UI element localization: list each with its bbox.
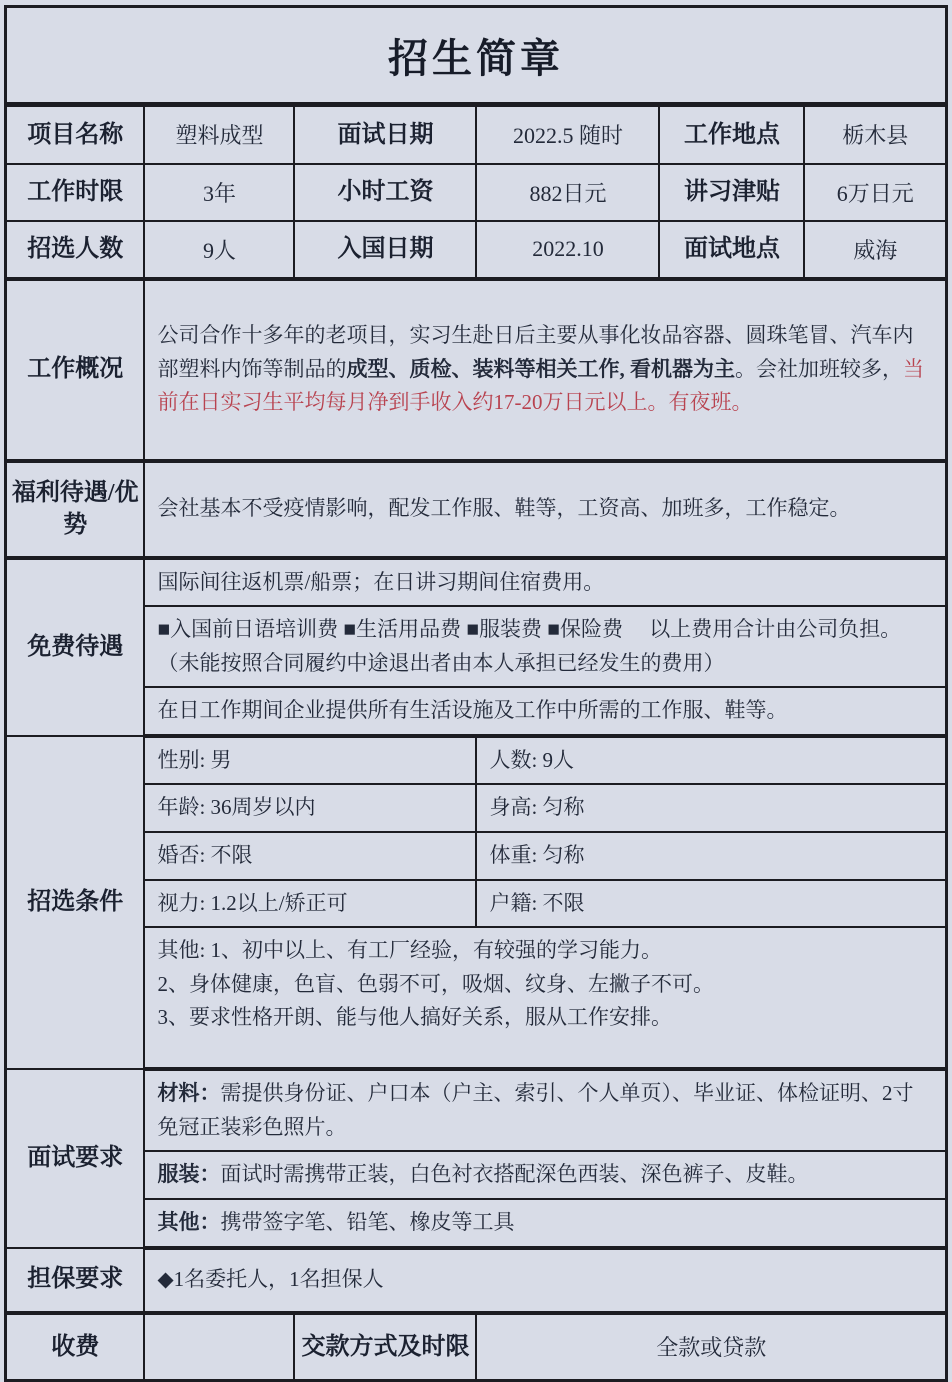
fees-empty-cell (144, 1313, 294, 1381)
interview-other-tag: 其他： (157, 1210, 221, 1235)
value-hourly-wage: 882日元 (476, 164, 659, 221)
selection-gender: 性别: 男 (144, 736, 476, 785)
work-overview-text (144, 279, 946, 461)
selection-other (144, 927, 946, 1069)
selection-other-line-2: 2、身体健康，色盲、色弱不可，吸烟、纹身、左撇子不可。 (157, 971, 714, 996)
value-interview-date: 2022.5 随时 (476, 105, 659, 164)
label-hourly-wage: 小时工资 (294, 164, 476, 221)
recruitment-notice-table (4, 5, 948, 1382)
welfare-text: 会社基本不受疫情影响，配发工作服、鞋等，工资高、加班多，工作稳定。 (144, 461, 946, 558)
label-payment-method: 交款方式及时限 (294, 1313, 476, 1381)
selection-weight: 体重: 匀称 (476, 832, 946, 880)
free-benefits-row-facilities: 在日工作期间企业提供所有生活设施及工作中所需的工作服、鞋等。 (144, 687, 946, 736)
interview-materials-text: 需提供身份证、户口本（户主、索引、个人单页）、毕业证、体检证明、2寸免冠正装彩色照片。 (157, 1081, 914, 1139)
overview-text-normal-2: 。会社加班较多， (734, 356, 903, 381)
interview-dress-text: 面试时需携带正装，白色衬衣搭配深色西装、深色裤子、皮鞋。 (220, 1162, 809, 1187)
page-title: 招生简章 (5, 7, 946, 105)
interview-materials-tag: 材料： (157, 1081, 221, 1106)
label-selection-criteria: 招选条件 (5, 736, 144, 1069)
free-benefits-fees-line-1: ■入国前日语培训费 ■生活用品费 ■服装费 ■保险费 以上费用合计由公司负担。 (157, 617, 902, 642)
label-entry-date: 入国日期 (294, 221, 476, 279)
interview-materials (144, 1069, 946, 1151)
label-project-name: 项目名称 (5, 105, 144, 164)
label-interview-requirements: 面试要求 (5, 1069, 144, 1247)
selection-count: 人数: 9人 (476, 736, 946, 785)
overview-text-normal-1: 公司合作十多年的老项目，实习生赴日后主要从事化妆品容器、圆珠笔冒、汽车内部塑料内饰等制品的 (157, 323, 914, 381)
label-work-term: 工作时限 (5, 164, 144, 221)
free-benefits-row-fees (144, 606, 946, 687)
interview-other (144, 1199, 946, 1248)
value-entry-date: 2022.10 (476, 221, 659, 279)
selection-marital: 婚否: 不限 (144, 832, 476, 880)
value-work-location: 栃木县 (804, 105, 946, 164)
value-headcount: 9人 (144, 221, 294, 279)
interview-other-text: 携带签字笔、铅笔、橡皮等工具 (220, 1210, 515, 1235)
interview-dress-tag: 服装： (157, 1162, 221, 1187)
selection-other-line-1: 其他: 1、初中以上、有工厂经验，有较强的学习能力。 (157, 938, 663, 963)
value-training-allowance: 6万日元 (804, 164, 946, 221)
label-free-benefits: 免费待遇 (5, 558, 144, 736)
selection-other-line-3: 3、要求性格开朗、能与他人搞好关系，服从工作安排。 (157, 1005, 672, 1030)
free-benefits-row-tickets: 国际间往返机票/船票；在日讲习期间住宿费用。 (144, 558, 946, 607)
selection-height: 身高: 匀称 (476, 784, 946, 832)
label-work-location: 工作地点 (659, 105, 804, 164)
interview-dress (144, 1151, 946, 1199)
value-project-name: 塑料成型 (144, 105, 294, 164)
selection-age: 年龄: 36周岁以内 (144, 784, 476, 832)
value-payment-method: 全款或贷款 (476, 1313, 946, 1381)
selection-vision: 视力: 1.2以上/矫正可 (144, 880, 476, 928)
label-interview-date: 面试日期 (294, 105, 476, 164)
free-benefits-fees-line-2: （未能按照合同履约中途退出者由本人承担已经发生的费用） (157, 650, 725, 675)
overview-text-bold: 成型、质检、装料等相关工作, 看机器为主 (346, 356, 735, 381)
overview-text-red-income: 当前在日实习生平均每月净到手收入约17-20万日元以上。有夜班。 (157, 356, 924, 415)
value-work-term: 3年 (144, 164, 294, 221)
label-headcount: 招选人数 (5, 221, 144, 279)
guarantee-text: ◆1名委托人，1名担保人 (144, 1248, 946, 1313)
value-interview-location: 威海 (804, 221, 946, 279)
label-fees: 收费 (5, 1313, 144, 1381)
label-interview-location: 面试地点 (659, 221, 804, 279)
label-welfare: 福利待遇/优势 (5, 461, 144, 558)
label-work-overview: 工作概况 (5, 279, 144, 461)
label-training-allowance: 讲习津贴 (659, 164, 804, 221)
selection-residence: 户籍: 不限 (476, 880, 946, 928)
label-guarantee: 担保要求 (5, 1248, 144, 1313)
